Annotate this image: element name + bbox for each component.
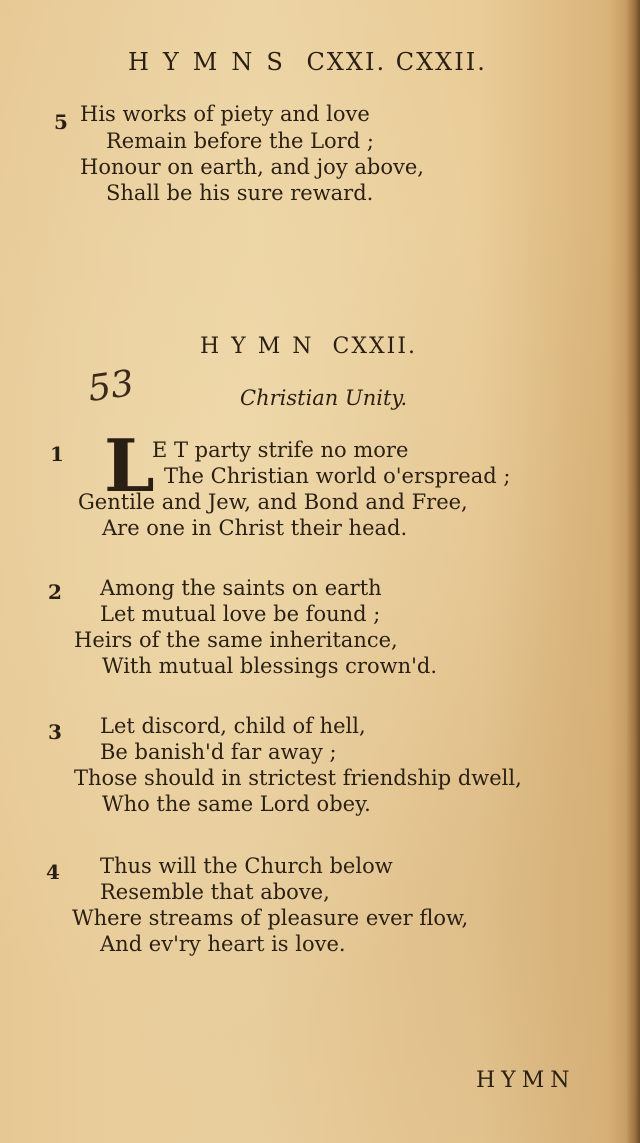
running-head-right: CXXI. CXXII. xyxy=(306,48,487,76)
verse-line: Gentile and Jew, and Bond and Free, xyxy=(78,490,468,514)
verse-line: Those should in strictest friendship dwell, xyxy=(74,766,522,790)
hymn-subtitle: Christian Unity. xyxy=(240,386,408,410)
verse-line: Where streams of pleasure ever flow, xyxy=(72,906,469,930)
catchword: HYMN xyxy=(476,1068,576,1093)
verse-line: Resemble that above, xyxy=(100,880,330,904)
verse-line: Who the same Lord obey. xyxy=(102,792,371,816)
verse-line: And ev'ry heart is love. xyxy=(100,932,346,956)
verse-line: E T party strife no more xyxy=(152,438,409,462)
running-head xyxy=(128,48,528,76)
page-edge-shadow xyxy=(626,0,640,1143)
verse-line: Honour on earth, and joy above, xyxy=(80,155,424,179)
verse-line: Let mutual love be found ; xyxy=(100,602,381,626)
verse-line: Shall be his sure reward. xyxy=(106,181,374,205)
handwritten-note: 53 xyxy=(85,363,137,410)
hymn-title xyxy=(200,334,417,359)
verse-line: Let discord, child of hell, xyxy=(100,714,366,738)
drop-cap: L xyxy=(104,423,155,508)
running-head-left: HYMNS xyxy=(128,48,297,76)
verse-line: The Christian world o'erspread ; xyxy=(164,464,511,488)
verse-line: Are one in Christ their head. xyxy=(102,516,408,540)
verse-line: Be banish'd far away ; xyxy=(100,740,337,764)
verse-line: Among the saints on earth xyxy=(100,576,382,600)
stanza-number: 3 xyxy=(48,720,62,744)
verse-line: With mutual blessings crown'd. xyxy=(102,654,437,678)
verse-line: Thus will the Church below xyxy=(100,854,393,878)
verse-line: His works of piety and love xyxy=(80,102,370,126)
stanza-number: 1 xyxy=(50,442,64,466)
verse-line: Remain before the Lord ; xyxy=(106,129,374,153)
stanza-number: 4 xyxy=(46,860,60,884)
stanza-number: 2 xyxy=(48,580,62,604)
hymn-title-word: HYMN xyxy=(200,334,324,359)
hymn-title-number: CXXII. xyxy=(332,334,418,359)
verse-line: Heirs of the same inheritance, xyxy=(74,628,398,652)
stanza-number: 5 xyxy=(54,110,68,134)
